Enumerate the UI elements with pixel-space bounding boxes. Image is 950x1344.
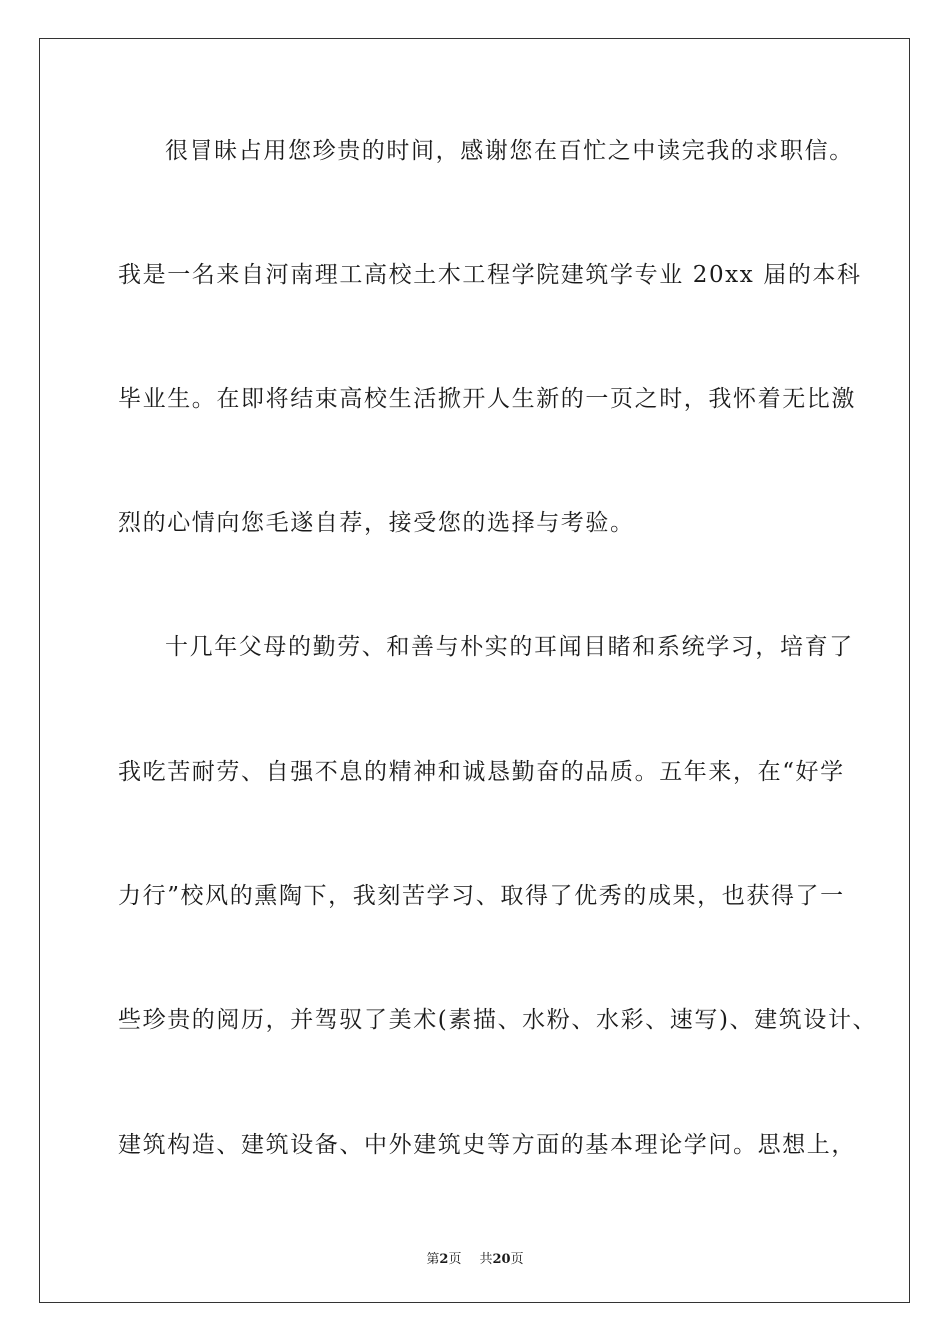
- page-footer: [0, 1248, 950, 1267]
- paragraph-1-line-3: 毕业生。在即将结束高校生活掀开人生新的一页之时，我怀着无比激: [118, 386, 856, 412]
- paragraph-1-line-1: 很冒昧占用您珍贵的时间，感谢您在百忙之中读完我的求职信。: [165, 138, 854, 164]
- total-label-prefix: 共: [479, 1252, 493, 1267]
- page-label-prefix: 第: [426, 1252, 440, 1267]
- paragraph-1-line-4: 烈的心情向您毛遂自荐，接受您的选择与考验。: [118, 510, 635, 536]
- paragraph-2-line-5: 建筑构造、建筑设备、中外建筑史等方面的基本理论学问。思想上，: [118, 1132, 856, 1158]
- total-label-suffix: 页: [510, 1252, 524, 1267]
- page-number: 2: [439, 1252, 449, 1267]
- paragraph-2-line-1: 十几年父母的勤劳、和善与朴实的耳闻目睹和系统学习，培育了: [165, 634, 854, 660]
- page-border: [39, 38, 910, 1303]
- paragraph-2-line-2: 我吃苦耐劳、自强不息的精神和诚恳勤奋的品质。五年来，在“好学: [118, 759, 845, 785]
- total-pages: 20: [492, 1252, 511, 1267]
- paragraph-1-line-2: 我是一名来自河南理工高校土木工程学院建筑学专业 20xx 届的本科: [118, 262, 862, 288]
- page-label-suffix: 页: [448, 1252, 462, 1267]
- paragraph-2-line-4: 些珍贵的阅历，并驾驭了美术(素描、水粉、水彩、速写)、建筑设计、: [118, 1007, 878, 1033]
- paragraph-2-line-3: 力行”校风的熏陶下，我刻苦学习、取得了优秀的成果，也获得了一: [118, 883, 845, 909]
